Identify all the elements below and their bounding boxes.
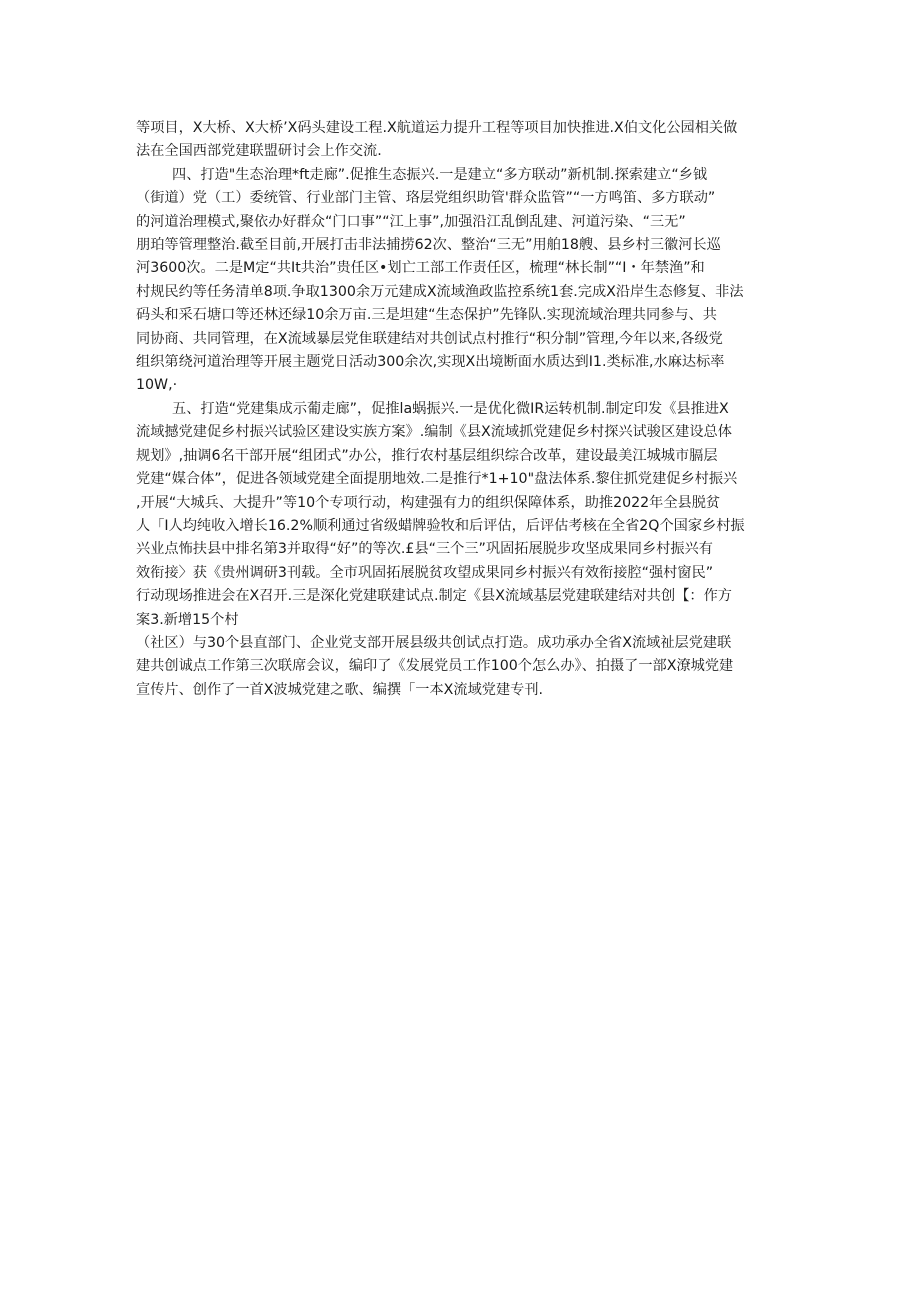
text-line: 河3600次。二是M定“共It共治”贵任区•划亡工部工作责任区，梳理“林长制”“I・年禁渔”和 [136,260,705,277]
text-line: 案3.新增15个村 [136,611,239,628]
text-line: ,开展“大城兵、大提升”等10个专项行动，构建强有力的组织保障体系，助推2022年全县脱贫 [136,494,721,511]
text-line: 兴业点怖扶县中排名第3并取得“好”的等次.£县“三个三”巩固拓展脱步攻坚成果同乡村振兴有 [136,541,713,558]
paragraph-ecology [136,164,786,398]
text-line: 五、打造“党建集成示葡走廊”，促推la蜗振兴.一是优化微IR运转机制.制定印发《县推进X [172,400,729,417]
text-line: 宣传片、创作了一首X波城党建之歌、编撰「一本X流域党建专刊. [136,681,544,698]
document-body [136,117,786,702]
text-line: 四、打造"生态治理*ft走廊”.促推生态振兴.一是建立“多方联动”新机制.探索建立“乡钺 [172,166,708,183]
text-line: 法在全国西部党建联盟研讨会上作交流. [136,143,382,160]
text-line: 人「I人均纯收入增长16.2%顺利通过省级蜡牌验牧和后评估，后评估考核在全省2Q个国家乡村振 [136,517,745,534]
text-line: 同协商、共同管理，在X流域暴层党隹联建结对共创试点村推行“积分制”管理,今年以来,各级党 [136,330,723,347]
text-line: 行动现场推进会在X召开.三是深化党建联建试点.制定《县X流域基层党建联建结对共创【：作方 [136,588,732,605]
paragraph-community [136,632,786,702]
paragraph-party-building [136,398,786,632]
text-line: 组织第绕河道治理等开展主题党日活动300余次,实现X出境断面水质达到I1.类标准,水麻达标率 [136,354,725,371]
text-line: 效衔接〉获《贵州调研3刊载。全市巩固拓展脱贫攻望成果同乡村振兴有效衔接腔“强村窗民” [136,564,714,581]
text-line: 10W,· [136,377,178,394]
text-line: 等项目，X大桥、X大桥’X码头建设工程.X航道运力提升工程等项目加快推进.X伯文化公园相关做 [136,120,738,136]
text-line: 流域撼党建促乡村振兴试验区建设实族方案》.编制《县X流域抓党建促乡村探兴试骏区建设总体 [136,424,732,441]
text-line: 朋珀等管理整治.截至目前,开展打击非法捕捞62次、整治“三无”用舶18艘、县乡村三徽河长巡 [136,237,721,254]
text-line: （街道）党（工）委统管、行业部门主管、珞层党组织助管'群众监管”“一方鸣笛、多方联动” [136,190,716,207]
text-line: 建共创诚点工作第三次联席会议，编印了《发展党员工作100个怎么办》、拍摄了一部X潦城党建 [136,658,734,675]
text-line: 村规民约等任务清单8项.争取1300余万元建成X流域渔政监控系统1套.完成X沿岸生态修复、非法 [136,283,744,300]
text-line: （社区）与30个县直部门、企业党支部开展县级共创试点打造。成功承办全省X流域祉层党建联 [136,634,732,651]
text-line: 码头和采石塘口等还林还绿10余万亩.三是坦建“生态保护”先锋队.实现流域治理共同参与、共 [136,307,717,324]
text-line: 的河道治理模式,聚依办好群众“门口事”“江上事”,加强沿江乱倒乱建、河道污染、“三无” [136,213,686,230]
text-line: 党建“媒合体”，促进各领域党建全面提朋地效.二是推行*1+10"盘法体系.黎住抓党建促乡村振兴 [136,471,738,488]
text-line: 规划》,抽调6名干部开展“组团式”办公，推行农村基层组织综合改革，建设最美江城城市膈层 [136,447,718,464]
paragraph-projects [136,117,786,164]
